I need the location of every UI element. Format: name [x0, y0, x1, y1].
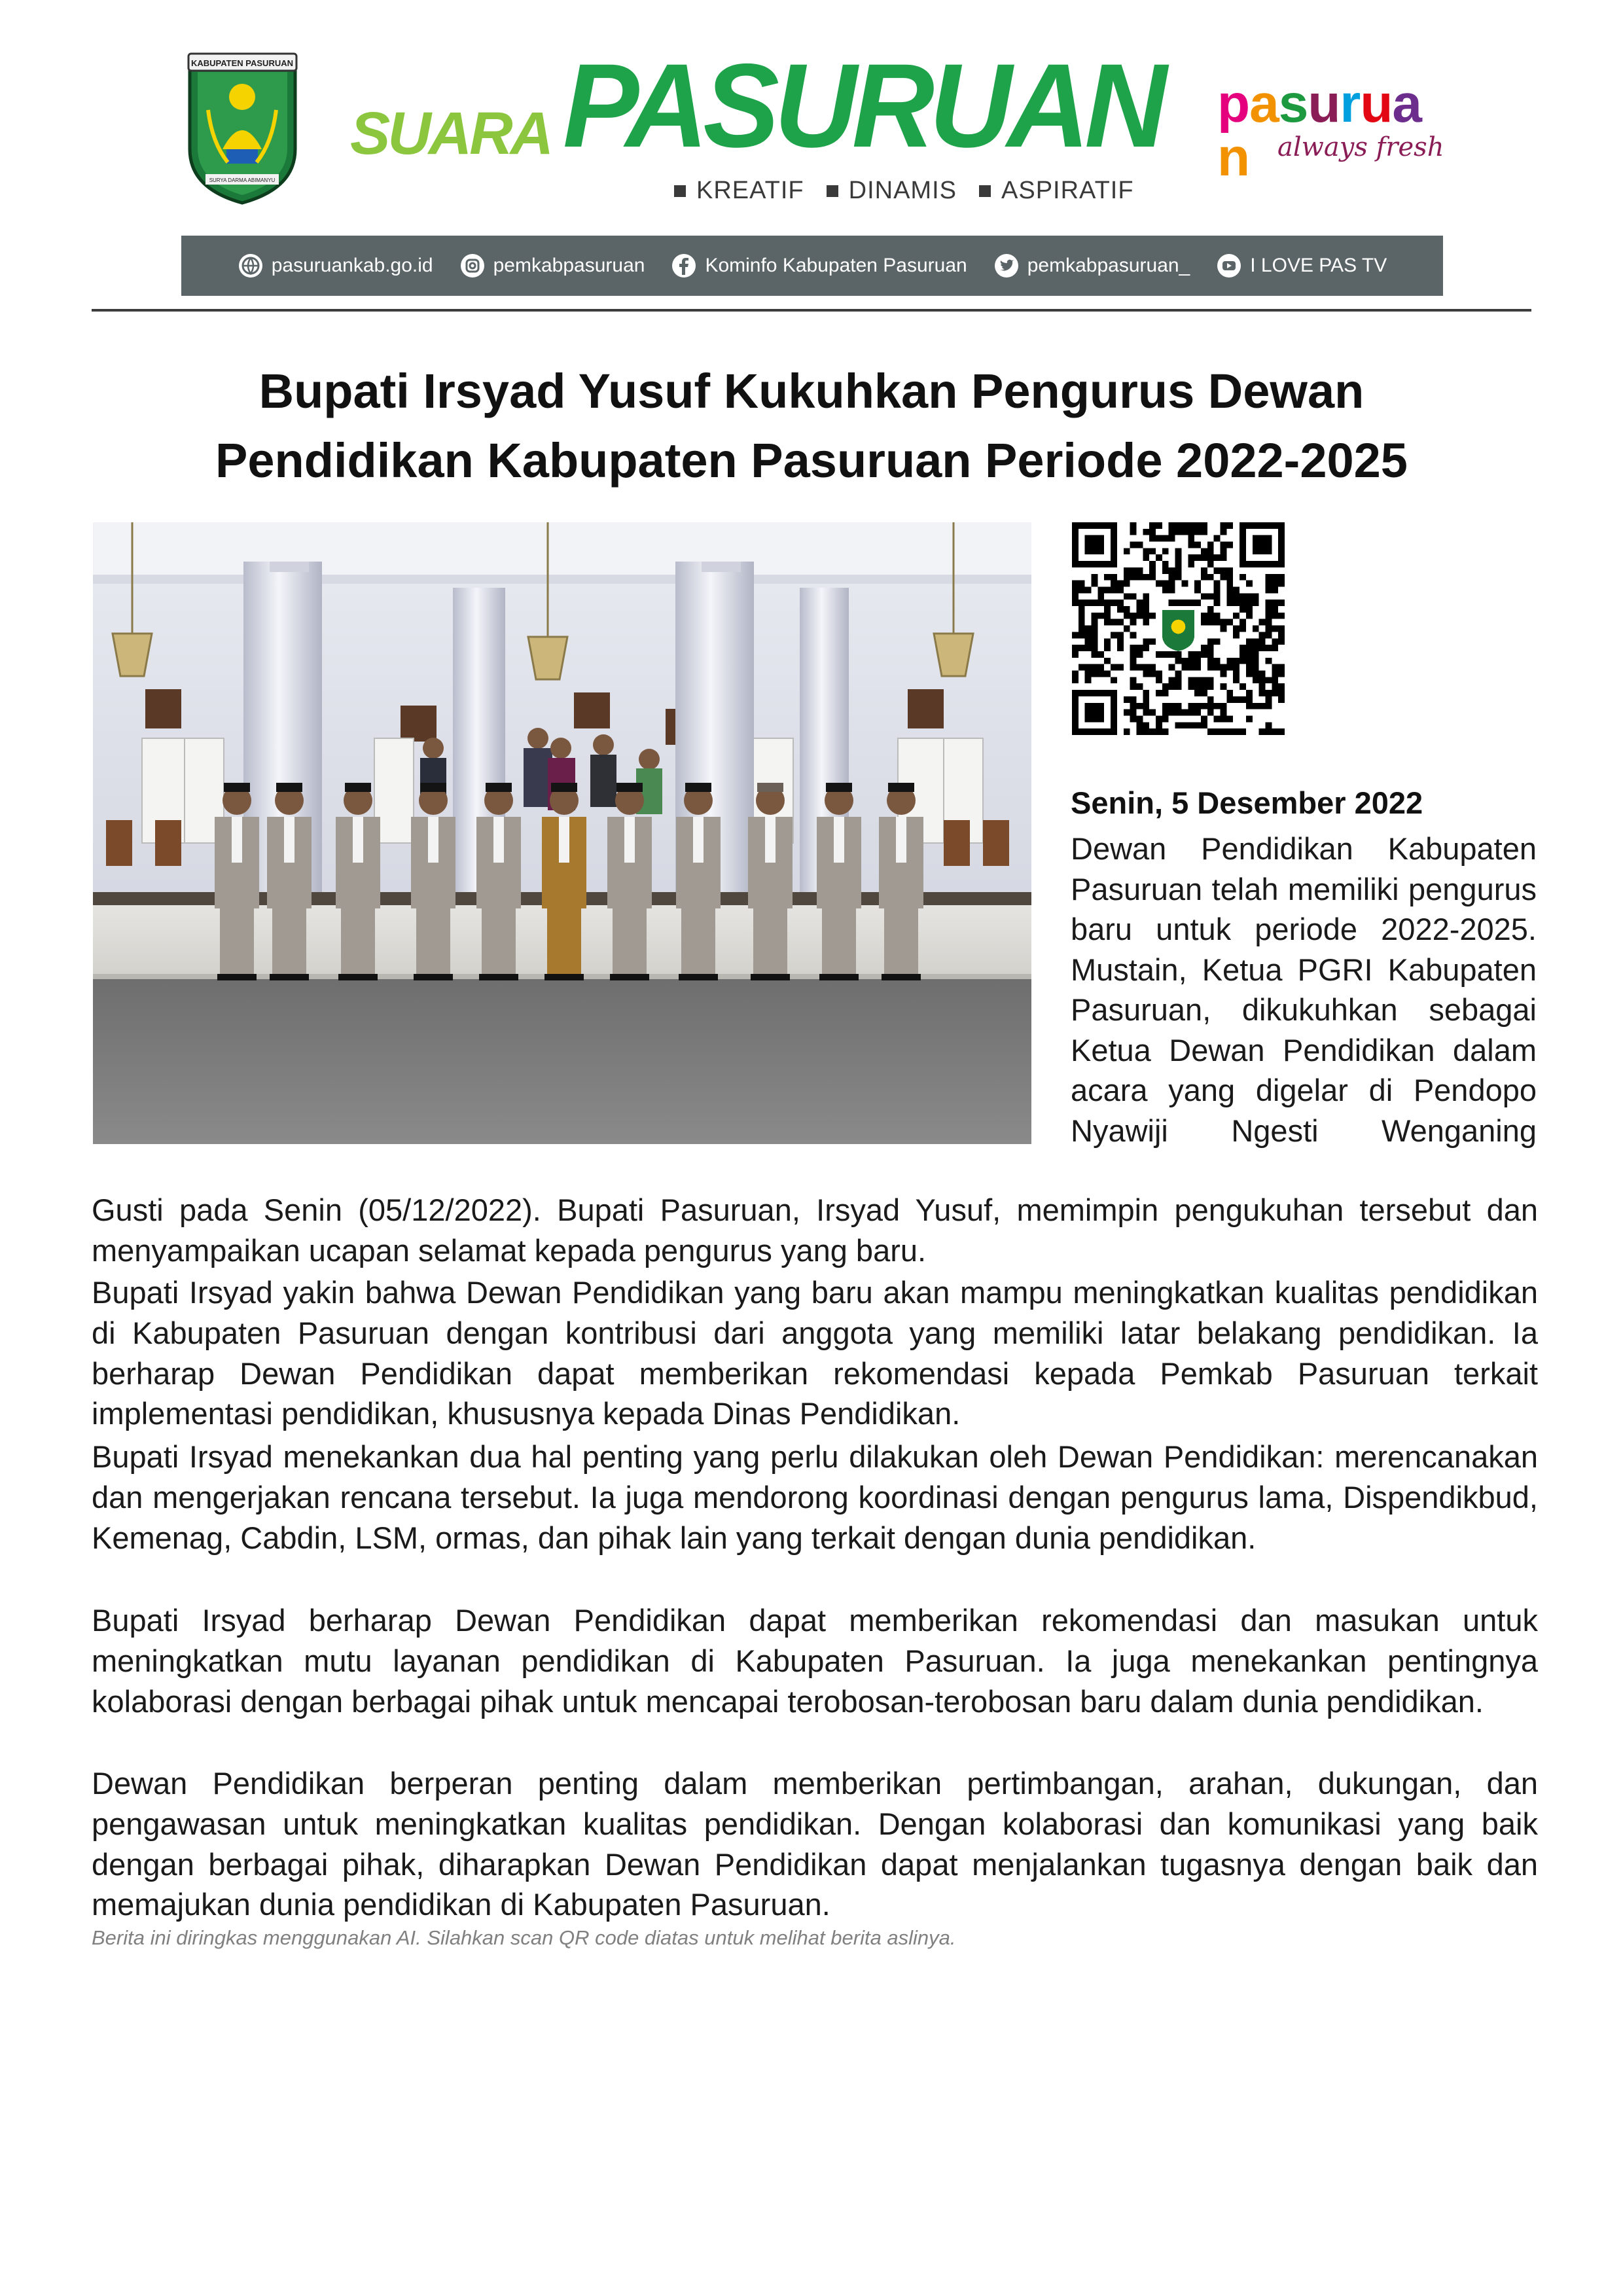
social-media-bar — [181, 236, 1443, 296]
ai-summary-footnote: Berita ini diringkas menggunakan AI. Silahkan scan QR code diatas untuk melihat berita aslinya. — [92, 1926, 956, 1949]
twitter-icon — [993, 253, 1020, 279]
headline-line: Pendidikan Kabupaten Pasuruan Periode 2022-2025 — [215, 433, 1408, 488]
masthead-title-suara: SUARA — [350, 100, 552, 167]
article-paragraph-5: Dewan Pendidikan berperan penting dalam memberikan pertimbangan, arahan, dukungan, dan pengawasan untuk meningkatkan kualitas pendidikan. Dengan kolaborasi dan komunikasi yang baik dengan berbagai pihak, diharapkan Dewan Pendidikan dapat menjalankan tugasnya dengan baik dan memajukan dunia pendidikan di Kabupaten Pasuruan. — [92, 1766, 1538, 1922]
article-date: Senin, 5 Desember 2022 — [1071, 785, 1423, 820]
tagline-item: KREATIF — [674, 177, 804, 205]
facebook-icon — [671, 253, 697, 279]
social-link-instagram[interactable]: pemkabpasuruan — [459, 253, 645, 279]
event-photo — [93, 522, 1031, 1144]
social-link-twitter[interactable]: pemkabpasuruan_ — [993, 253, 1190, 279]
globe-icon — [238, 253, 264, 279]
brand-letter: s — [1278, 74, 1308, 134]
square-bullet-icon — [827, 185, 838, 197]
tagline-item: ASPIRATIF — [979, 177, 1134, 205]
article-headline — [92, 357, 1531, 495]
brand-letter: u — [1308, 74, 1340, 134]
brand-letter: a — [1392, 74, 1422, 134]
social-link-facebook[interactable]: Kominfo Kabupaten Pasuruan — [671, 253, 967, 279]
masthead-title-pasuruan: PASURUAN — [563, 39, 1162, 172]
article-paragraph-4: Bupati Irsyad berharap Dewan Pendidikan dapat memberikan rekomendasi dan masukan untuk meningkatkan mutu layanan pendidikan di Kabupaten Pasuruan. Ia juga menekankan pentingnya kolaborasi dengan berbagai pihak untuk mencapai terobosan-terobosan baru dalam dunia pendidikan. — [92, 1603, 1538, 1719]
brand-letter: a — [1249, 74, 1279, 134]
instagram-icon — [459, 253, 486, 279]
tagline-item: DINAMIS — [827, 177, 957, 205]
svg-text:SURYA DARMA ABIMANYU: SURYA DARMA ABIMANYU — [209, 177, 276, 183]
brand-letter: r — [1340, 74, 1361, 134]
square-bullet-icon — [979, 185, 991, 197]
social-link-youtube[interactable]: I LOVE PAS TV — [1216, 253, 1387, 279]
social-link-website[interactable]: pasuruankab.go.id — [238, 253, 433, 279]
article-paragraph-1-column: Dewan Pendidikan Kabupaten Pasuruan telah memiliki pengurus baru untuk periode 2022-2025. Mustain, Ketua PGRI Kabupaten Pasuruan, dikukuhkan sebagai Ketua Dewan Pendidikan dalam acara yang digelar di Pendopo Nyawiji Ngesti Wenganing — [1071, 831, 1537, 1148]
brand-letter: n — [1217, 128, 1250, 187]
article-paragraph-3: Bupati Irsyad menekankan dua hal penting yang perlu dilakukan oleh Dewan Pendidikan: merencanakan dan mengerjakan rencana tersebut. Ia juga mendorong koordinasi dengan pengurus lama, Dispendikbud, Kemenag, Cabdin, LSM, ormas, dan pihak lain yang terkait dengan dunia pendidikan. — [92, 1439, 1538, 1555]
brand-slogan: always fresh — [1277, 132, 1444, 162]
square-bullet-icon — [674, 185, 686, 197]
brand-word — [1217, 74, 1453, 187]
youtube-icon — [1216, 253, 1242, 279]
header-divider — [92, 309, 1531, 312]
pasuruan-always-fresh-logo — [1217, 74, 1453, 187]
article-paragraph-2: Bupati Irsyad yakin bahwa Dewan Pendidikan yang baru akan mampu meningkatkan kualitas pendidikan di Kabupaten Pasuruan dengan kontribusi dari anggota yang memiliki latar belakang pendidikan. Ia berharap Dewan Pendidikan dapat memberikan rekomendasi kepada Pemkab Pasuruan terkait implementasi pendidikan, khususnya kepada Dinas Pendidikan. — [92, 1275, 1538, 1431]
brand-letter: p — [1217, 74, 1250, 134]
headline-line: Bupati Irsyad Yusuf Kukuhkan Pengurus Dewan — [259, 364, 1364, 418]
svg-text:KABUPATEN PASURUAN: KABUPATEN PASURUAN — [191, 58, 293, 68]
regency-crest-logo — [182, 51, 303, 206]
article-paragraph-1-continued: Gusti pada Senin (05/12/2022). Bupati Pasuruan, Irsyad Yusuf, memimpin pengukuhan tersebut dan menyampaikan ucapan selamat kepada pengurus yang baru. — [92, 1193, 1538, 1268]
brand-letter: u — [1360, 74, 1393, 134]
masthead-tagline — [674, 177, 1134, 205]
qr-code[interactable] — [1072, 522, 1285, 735]
